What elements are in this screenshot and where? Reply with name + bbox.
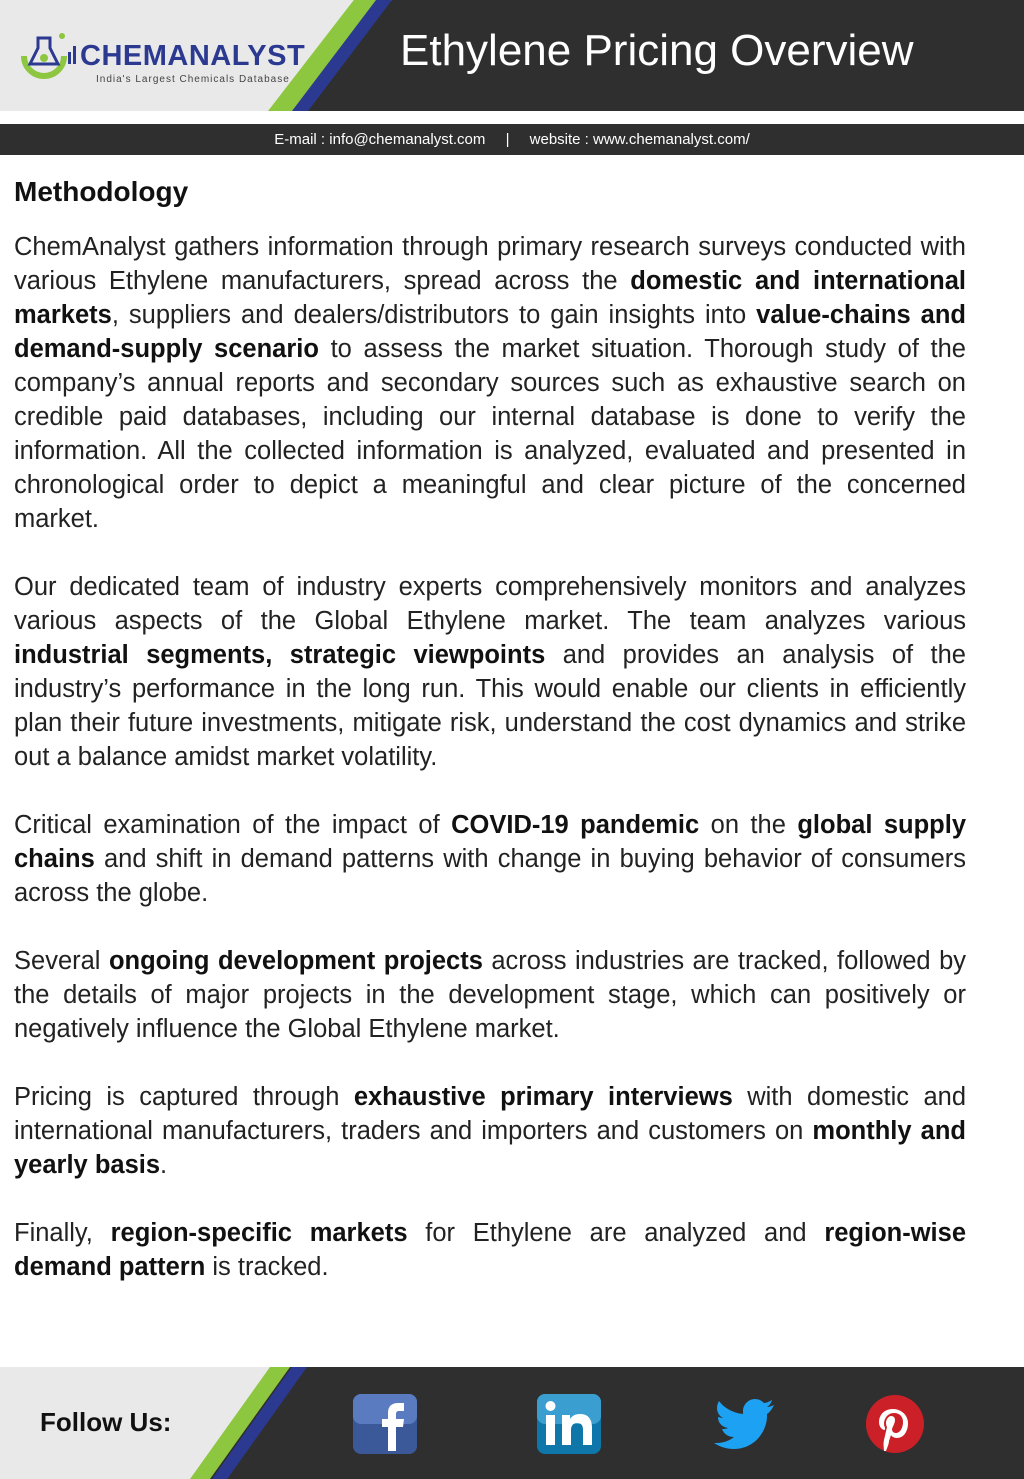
paragraph-text: Pricing is captured through	[14, 1083, 354, 1111]
paragraph-text: with domestic and international manufacturers, traders and importers and customers on	[14, 1083, 967, 1145]
paragraph-emphasis: industrial segments, strategic viewpoints	[14, 641, 546, 669]
paragraph-emphasis: ongoing development projects	[108, 947, 483, 975]
body-paragraph	[14, 230, 966, 536]
logo-wordmark-initial: C	[80, 40, 102, 72]
paragraph-text: Several	[14, 947, 109, 975]
paragraph-emphasis: COVID-19 pandemic	[451, 811, 700, 839]
body-paragraph	[14, 944, 966, 1046]
paragraph-emphasis: region-specific markets	[110, 1219, 408, 1247]
contact-website-link[interactable]: website : www.chemanalyst.com/	[529, 131, 750, 148]
paragraph-text: for Ethylene are analyzed and	[407, 1219, 825, 1247]
contact-separator: |	[505, 131, 510, 148]
contact-bar	[0, 124, 1024, 155]
chemanalyst-logo[interactable]	[18, 30, 306, 90]
page-header	[0, 0, 1024, 111]
body-paragraph	[14, 570, 966, 774]
body-paragraph	[14, 1080, 966, 1182]
page-footer	[0, 1367, 1024, 1479]
paragraph-text: Critical examination of the impact of	[14, 811, 452, 839]
logo-wordmark-rest: HEMANALYST	[101, 40, 306, 72]
paragraph-emphasis: monthly and yearly basis	[14, 1117, 966, 1179]
paragraph-text: is tracked.	[205, 1253, 329, 1281]
paragraph-text: ChemAnalyst gathers information through primary research surveys conducted with various Ethylene manufacturers, spread across the	[14, 233, 966, 295]
paragraph-text: to assess the market situation. Thorough study of the company’s annual reports and secondary sources such as exhaustive search on credible paid databases, including our internal database is done to verify the information. All the collected information is analyzed, evaluated and presented in chronological order to depict a meaningful and clear picture of the concerned market.	[14, 335, 966, 533]
section-title: Methodology	[14, 176, 189, 207]
paragraph-text: across industries are tracked, followed by the details of major projects in the development stage, which can positively or negatively influence the Global Ethylene market.	[14, 947, 966, 1043]
contact-email-link[interactable]: E-mail : info@chemanalyst.com	[274, 131, 486, 148]
twitter-icon[interactable]	[712, 1393, 778, 1455]
logo-tagline: India's Largest Chemicals Database	[96, 74, 290, 85]
paragraph-text: Finally,	[14, 1219, 111, 1247]
paragraph-text: and provides an analysis of the industry’s performance in the long run. This would enable our clients in efficiently plan their future investments, mitigate risk, understand the cost dynamics and strike out a balance amidst market volatility.	[14, 641, 966, 771]
linkedin-icon[interactable]	[536, 1393, 602, 1455]
page-title: Ethylene Pricing Overview	[400, 26, 914, 75]
paragraph-text: on the	[699, 811, 798, 839]
pinterest-icon[interactable]	[862, 1393, 928, 1455]
follow-us-label: Follow Us:	[40, 1407, 172, 1437]
body-paragraph	[14, 808, 966, 910]
paragraph-text: , suppliers and dealers/distributors to gain insights into	[111, 301, 757, 329]
logo-wordmark	[80, 40, 305, 73]
paragraph-emphasis: domestic and international markets	[14, 267, 966, 329]
paragraph-text: .	[160, 1151, 168, 1179]
paragraph-emphasis: global supply chains	[14, 811, 967, 873]
flask-logo-icon	[18, 30, 82, 82]
facebook-icon[interactable]	[352, 1393, 418, 1455]
paragraph-text: Our dedicated team of industry experts comprehensively monitors and analyzes various aspects of the Global Ethylene market. The team analyzes various	[14, 573, 966, 635]
paragraph-emphasis: value-chains and demand-supply scenario	[14, 301, 966, 363]
body-paragraph	[14, 1216, 966, 1284]
paragraph-text: and shift in demand patterns with change in buying behavior of consumers across the globe.	[14, 845, 966, 907]
paragraph-list	[14, 230, 966, 1284]
paragraph-emphasis: exhaustive primary interviews	[353, 1083, 733, 1111]
main-content	[14, 176, 966, 1318]
paragraph-emphasis: region-wise demand pattern	[14, 1219, 967, 1281]
